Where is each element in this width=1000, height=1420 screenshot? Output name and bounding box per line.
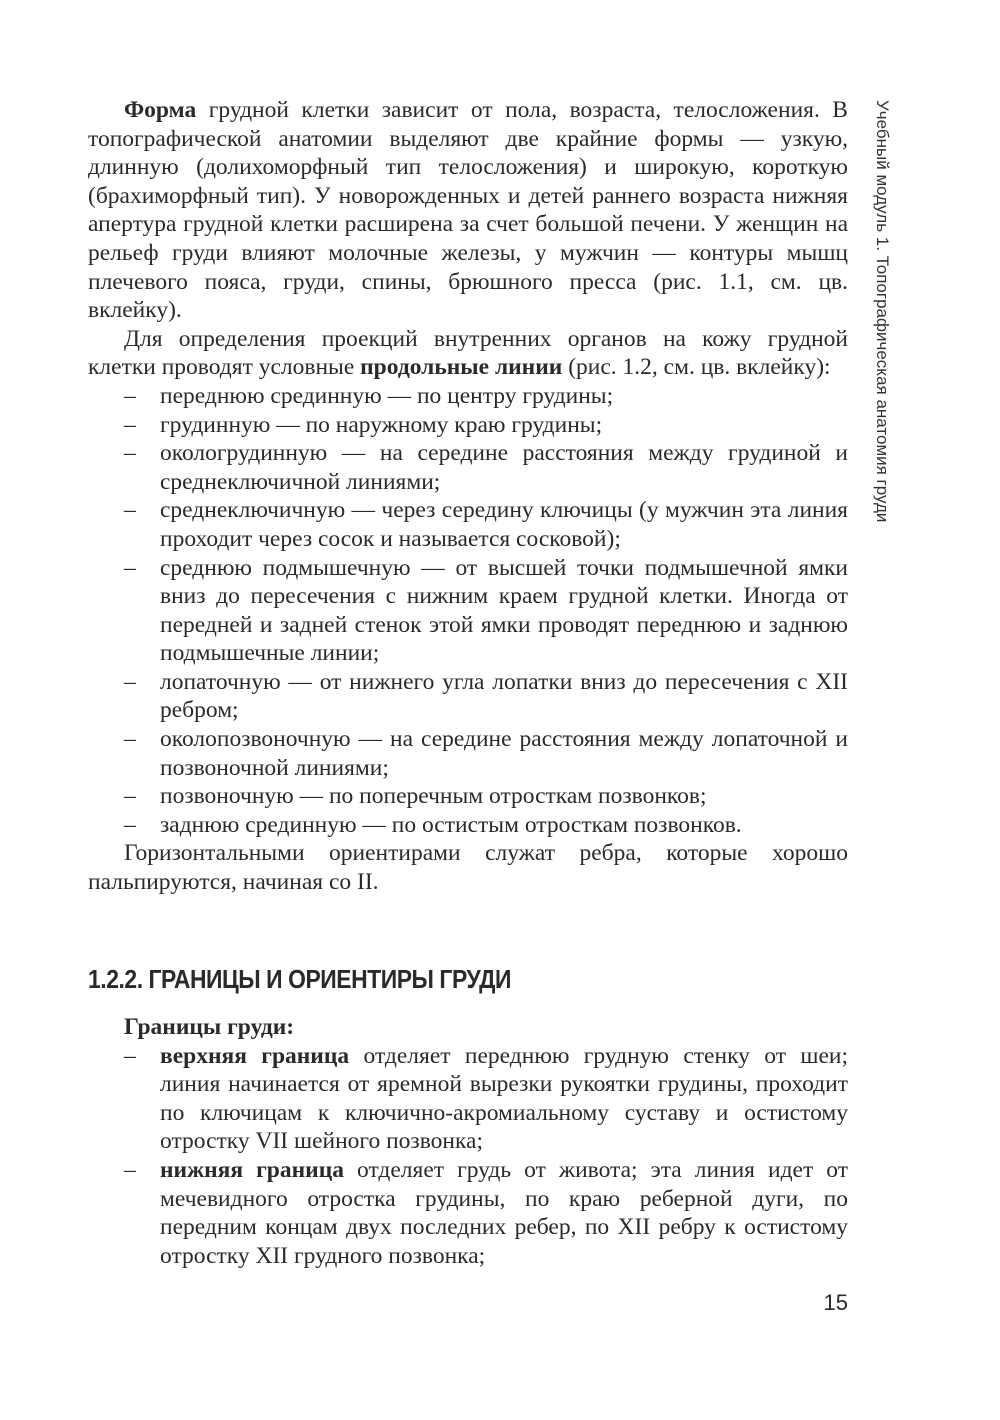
list-item-text: среднюю подмышечную — от высшей точки подмышечной ямки вниз до пересечения с нижним краем грудной клетки. Иногда от передней и задней стенок этой ямки проводят переднюю и заднюю подмышечные линии; [160, 554, 848, 667]
list-dash: – [124, 783, 136, 810]
list-item [88, 554, 848, 668]
list-item-text: окологрудинную — на середине расстояния между грудиной и среднеключичной линиями; [160, 440, 848, 495]
paragraph-lines-after: (рис. 1.2, см. цв. вклейку): [562, 354, 831, 381]
paragraph-horizontal-landmarks [88, 839, 848, 896]
list-dash: – [124, 440, 136, 467]
paragraph-longitudinal-lines [88, 325, 848, 382]
term-longitudinal-lines: продольные линии [360, 354, 563, 381]
list-item-text: отделяет переднюю грудную стенку от шеи; линия начинается от яремной вырезки рукоятки грудины, проходит по ключицам к ключично-акромиальному суставу и остистому отростку VII шейного позвонка; [160, 1042, 848, 1155]
term-lower-border: нижняя граница [160, 1156, 344, 1183]
list-item-text: переднюю срединную — по центру грудины; [160, 382, 614, 409]
running-head-text: Учебный модуль 1. Топографическая анатомия груди [873, 100, 892, 523]
list-dash: – [124, 1156, 136, 1183]
list-dash: – [124, 668, 136, 695]
list-item [88, 782, 848, 811]
list-item [88, 811, 848, 840]
list-item [88, 668, 848, 725]
paragraph-chest-shape-text: грудной клетки зависит от пола, возраста, телосложения. В топографической анатомии выделяют две крайние формы — узкую, длинную (долихоморфный тип телосложения) и широкую, короткую (брахиморфный тип). У новорожденных и детей раннего возраста нижняя апертура грудной клетки расширена за счет большой печени. У женщин на рельеф груди влияют молочные железы, у мужчин — контуры мышц плечевого пояса, груди, спины, брюшного пресса (рис. 1.1, см. цв. вклейку). [88, 97, 848, 324]
borders-list [88, 1042, 848, 1271]
list-item-text: заднюю срединную — по остистым отросткам позвонков. [160, 811, 742, 838]
list-item [88, 496, 848, 553]
list-item [88, 1156, 848, 1270]
list-dash: – [124, 1042, 136, 1069]
list-dash: – [124, 554, 136, 581]
section-subheading: Границы груди: [124, 1014, 295, 1040]
list-item [88, 411, 848, 440]
running-head [872, 100, 894, 540]
list-item [88, 725, 848, 782]
list-dash: – [124, 811, 136, 838]
list-item [88, 1042, 848, 1156]
list-item-text: лопаточную — от нижнего угла лопатки вниз до пересечения с XII ребром; [160, 668, 848, 724]
list-item-text: отделяет грудь от живота; эта линия идет от мечевидного отростка грудины, по краю реберной дуги, по передним концам двух последних ребер, по XII ребру к остистому отростку XII грудного позвонка; [160, 1156, 848, 1269]
paragraph-chest-shape [88, 96, 848, 325]
longitudinal-lines-list [88, 382, 848, 840]
list-dash: – [124, 382, 136, 409]
list-dash: – [124, 726, 136, 753]
section-heading: 1.2.2. ГРАНИЦЫ И ОРИЕНТИРЫ ГРУДИ [88, 964, 511, 994]
list-item-text: среднеключичную — через середину ключицы (у мужчин эта линия проходит через сосок и называется сосковой); [160, 497, 848, 552]
list-item-text: околопозвоночную — на середине расстояния между лопаточной и позвоночной линиями; [160, 726, 848, 781]
term-shape: Форма [124, 97, 197, 123]
list-item-text: грудинную — по наружному краю грудины; [160, 411, 603, 438]
paragraph-lines-before: Для определения проекций внутренних органов на кожу грудной клетки проводят условные [88, 325, 848, 381]
term-upper-border: верхняя граница [160, 1042, 350, 1069]
body-text [88, 96, 848, 897]
list-dash: – [124, 497, 136, 524]
paragraph-horizontal-text: Горизонтальными ориентирами служат ребра, которые хорошо пальпируются, начиная со II. [88, 840, 848, 896]
list-dash: – [124, 411, 136, 438]
list-item-text: позвоночную — по поперечным отросткам позвонков; [160, 783, 707, 810]
section-body [88, 1013, 848, 1270]
page-number: 15 [823, 1290, 848, 1315]
list-item [88, 382, 848, 411]
list-item [88, 439, 848, 496]
